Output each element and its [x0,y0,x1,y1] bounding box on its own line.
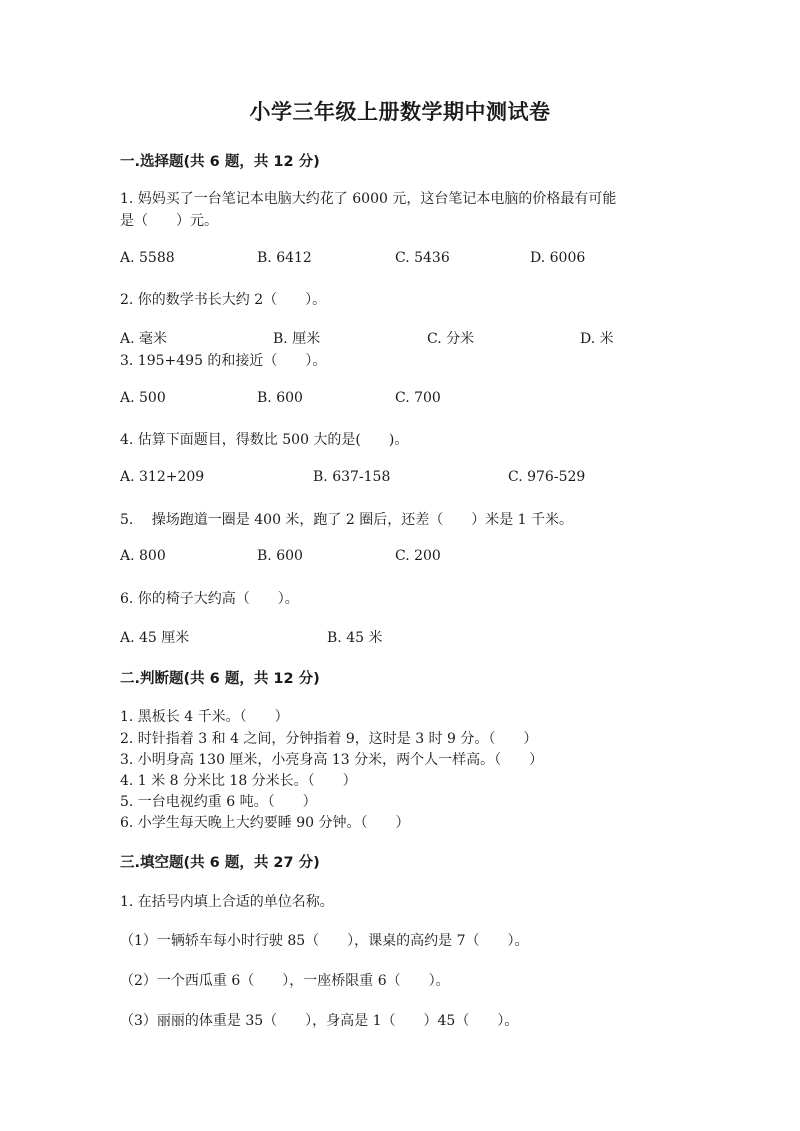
option-d: D. 6006 [530,250,586,266]
option-b: B. 厘米 [273,331,321,347]
fill-blank-item: （3）丽丽的体重是 35（ ），身高是 1（ ）45（ ）。 [120,1013,519,1029]
option-b: B. 600 [257,548,303,564]
judgement-item: 3. 小明身高 130 厘米，小亮身高 13 分米，两个人一样高。（ ） [120,752,544,768]
judgement-item: 5. 一台电视约重 6 吨。（ ） [120,794,317,810]
fill-blank-item: （1）一辆轿车每小时行驶 85（ ），课桌的高约是 7（ ）。 [120,933,529,949]
option-b: B. 600 [257,390,303,406]
option-c: C. 700 [395,390,441,406]
question-stem: 3. 195+495 的和接近（ ）。 [120,353,327,369]
option-a: A. 45 厘米 [120,630,190,646]
section-heading-fill-blank: 三.填空题(共 6 题，共 27 分) [120,855,320,871]
judgement-item: 6. 小学生每天晚上大约要睡 90 分钟。（ ） [120,815,410,831]
page-title: 小学三年级上册数学期中测试卷 [249,100,551,124]
option-d: D. 米 [580,331,614,347]
option-a: A. 毫米 [120,331,168,347]
option-c: C. 976-529 [508,469,586,485]
section-heading-choice: 一.选择题(共 6 题，共 12 分) [120,154,320,170]
fill-blank-item: 1. 在括号内填上合适的单位名称。 [120,894,334,910]
option-c: C. 5436 [395,250,450,266]
option-a: A. 5588 [120,250,175,266]
option-a: A. 800 [120,548,166,564]
question-stem: 4. 估算下面题目，得数比 500 大的是( )。 [120,432,409,448]
section-heading-judgement: 二.判断题(共 6 题，共 12 分) [120,671,320,687]
option-c: C. 分米 [427,331,475,347]
judgement-item: 2. 时针指着 3 和 4 之间，分钟指着 9，这时是 3 时 9 分。（ ） [120,731,538,747]
judgement-item: 4. 1 米 8 分米比 18 分米长。（ ） [120,773,357,789]
question-stem: 5. 操场跑道一圈是 400 米，跑了 2 圈后，还差（ ）米是 1 千米。 [120,512,574,528]
question-stem: 6. 你的椅子大约高（ ）。 [120,591,299,607]
option-a: A. 312+209 [120,469,205,485]
option-b: B. 45 米 [327,630,383,646]
question-stem-continued: 是（ ）元。 [120,213,218,229]
judgement-item: 1. 黑板长 4 千米。（ ） [120,709,289,725]
fill-blank-item: （2）一个西瓜重 6（ ），一座桥限重 6（ ）。 [120,973,450,989]
option-b: B. 6412 [257,250,312,266]
question-stem: 1. 妈妈买了一台笔记本电脑大约花了 6000 元，这台笔记本电脑的价格最有可能 [120,191,617,207]
option-a: A. 500 [120,390,166,406]
option-c: C. 200 [395,548,441,564]
question-stem: 2. 你的数学书长大约 2（ ）。 [120,292,327,308]
option-b: B. 637-158 [313,469,391,485]
